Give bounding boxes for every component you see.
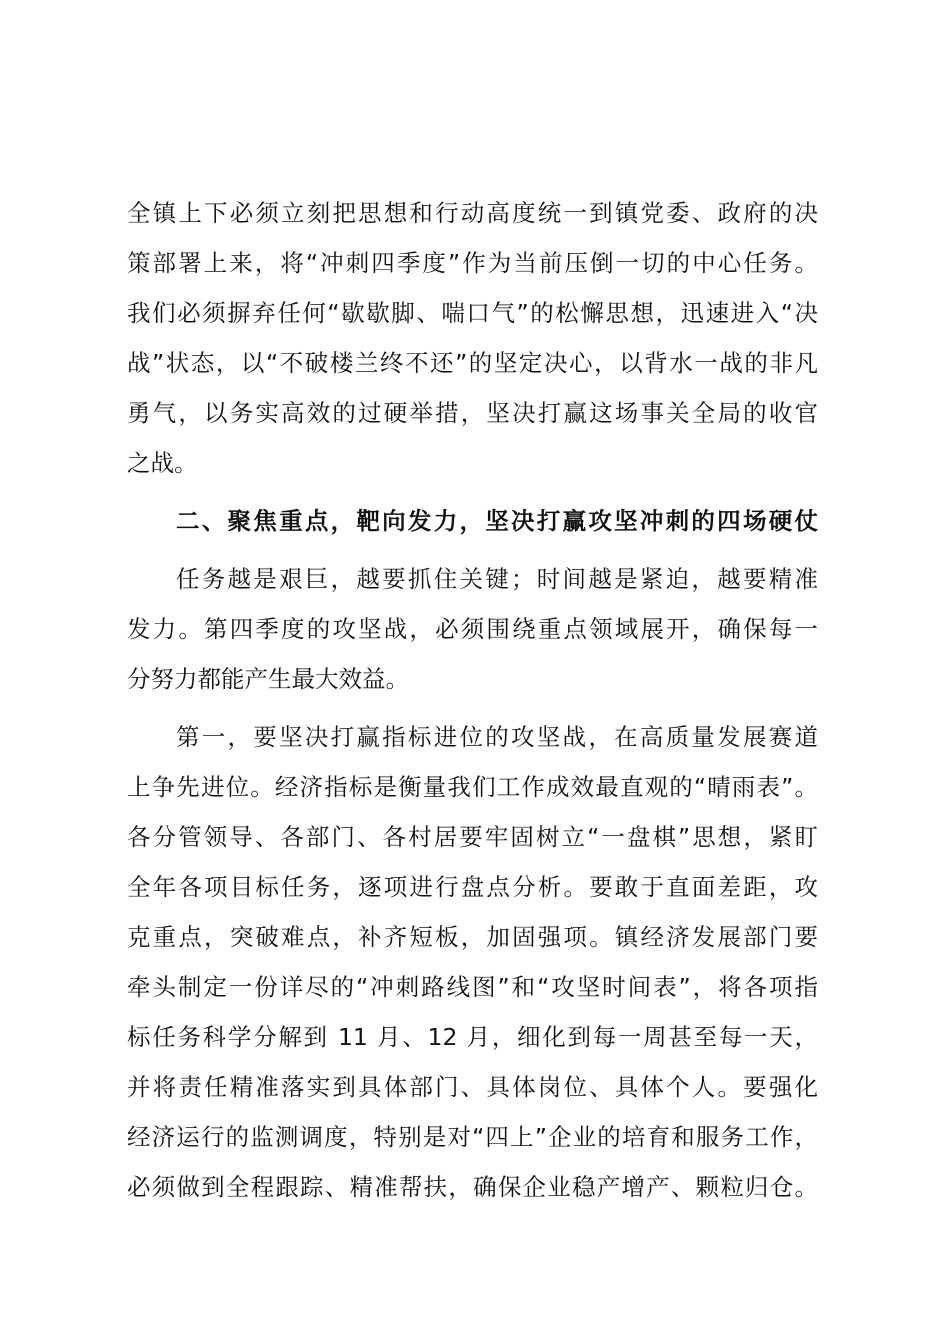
section-heading bbox=[127, 496, 818, 546]
text-line: 分努力都能产生最大效益。 bbox=[127, 665, 409, 693]
text-line: 任务越是艰巨，越要抓住关键；时间越是紧迫，越要精准 bbox=[176, 565, 818, 593]
text-line: 各分管领导、各部门、各村居要牢固树立“一盘棋”思想，紧盯 bbox=[127, 823, 818, 851]
text-line: 战”状态，以“不破楼兰终不还”的坚定决心，以背水一战的非凡 bbox=[127, 349, 818, 377]
paragraph-1 bbox=[127, 188, 818, 488]
text-line: 必须做到全程跟踪、精准帮扶，确保企业稳产增产、颗粒归仓。 bbox=[127, 1173, 818, 1201]
document-body bbox=[127, 188, 818, 1220]
text-line: 全年各项目标任务，逐项进行盘点分析。要敢于直面差距，攻 bbox=[127, 873, 818, 901]
text-line: 上争先进位。经济指标是衡量我们工作成效最直观的“晴雨表”。 bbox=[127, 773, 818, 801]
text-line: 我们必须摒弃任何“歇歇脚、喘口气”的松懈思想，迅速进入“决 bbox=[127, 299, 818, 327]
paragraph-3 bbox=[127, 712, 818, 1212]
text-line: 第一，要坚决打赢指标进位的攻坚战，在高质量发展赛道 bbox=[176, 723, 818, 751]
text-line: 标任务科学分解到 11 月、12 月，细化到每一周甚至每一天， bbox=[127, 1023, 818, 1051]
text-line: 策部署上来，将“冲刺四季度”作为当前压倒一切的中心任务。 bbox=[127, 249, 818, 277]
text-line: 克重点，突破难点，补齐短板，加固强项。镇经济发展部门要 bbox=[127, 923, 818, 951]
text-line: 全镇上下必须立刻把思想和行动高度统一到镇党委、政府的决 bbox=[127, 199, 818, 227]
text-line: 并将责任精准落实到具体部门、具体岗位、具体个人。要强化 bbox=[127, 1073, 818, 1101]
text-line: 牵头制定一份详尽的“冲刺路线图”和“攻坚时间表”，将各项指 bbox=[127, 973, 818, 1001]
text-line: 之战。 bbox=[127, 449, 198, 477]
paragraph-2 bbox=[127, 554, 818, 704]
text-line: 经济运行的监测调度，特别是对“四上”企业的培育和服务工作， bbox=[127, 1123, 818, 1151]
text-line: 勇气，以务实高效的过硬举措，坚决打赢这场事关全局的收官 bbox=[127, 399, 818, 427]
text-line: 发力。第四季度的攻坚战，必须围绕重点领域展开，确保每一 bbox=[127, 615, 818, 643]
section-heading-text: 二、聚焦重点，靶向发力，坚决打赢攻坚冲刺的四场硬仗 bbox=[176, 507, 818, 535]
